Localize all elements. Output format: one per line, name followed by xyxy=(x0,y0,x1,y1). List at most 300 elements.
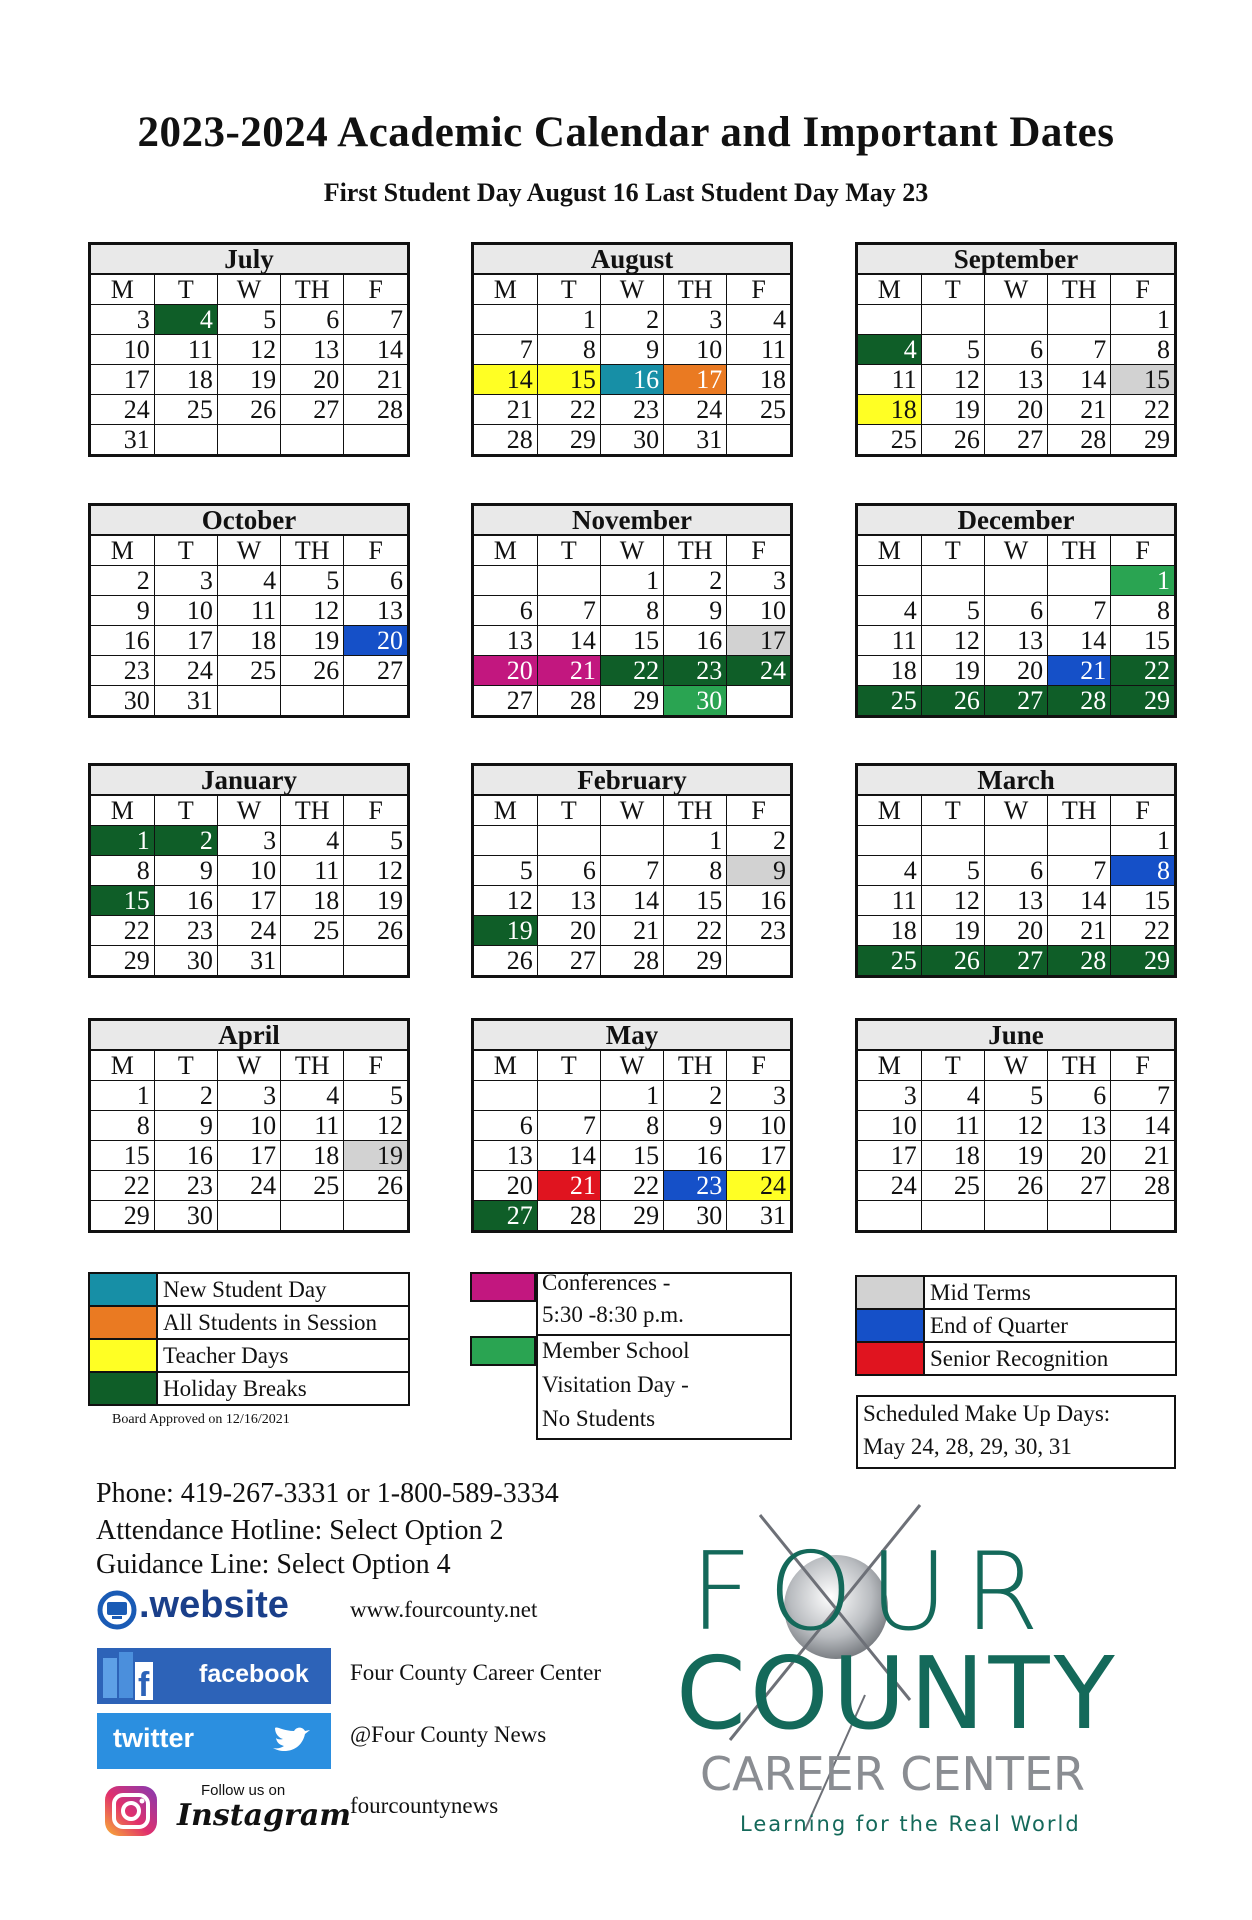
day-cell: 30 xyxy=(154,946,217,976)
day-cell xyxy=(921,305,984,335)
week-row xyxy=(858,1171,1174,1201)
day-cell: 1 xyxy=(664,826,727,856)
day-cell: 5 xyxy=(344,1081,407,1111)
weekday-header: W xyxy=(600,536,663,566)
weekday-header: F xyxy=(344,275,407,305)
weekday-header: M xyxy=(858,1051,921,1081)
week-row xyxy=(858,626,1174,656)
legend-row xyxy=(857,1343,1175,1374)
day-cell: 26 xyxy=(921,425,984,455)
month-december xyxy=(855,503,1177,718)
day-cell: 20 xyxy=(984,395,1047,425)
week-row xyxy=(858,1081,1174,1111)
week-row xyxy=(474,305,790,335)
day-cell xyxy=(537,566,600,596)
weekday-header: T xyxy=(154,1051,217,1081)
page-title: 2023-2024 Academic Calendar and Important Dates xyxy=(137,109,1115,156)
week-row xyxy=(858,656,1174,686)
day-cell: 9 xyxy=(91,596,154,626)
week-row xyxy=(91,1171,407,1201)
twitter-wordmark: twitter xyxy=(113,1723,194,1753)
legend-label: Senior Recognition xyxy=(930,1346,1109,1371)
day-cell: 23 xyxy=(664,1171,727,1201)
day-cell: 25 xyxy=(281,1171,344,1201)
day-cell: 29 xyxy=(1111,686,1174,716)
month-april xyxy=(88,1018,410,1233)
day-cell: 25 xyxy=(727,395,790,425)
weekday-header: TH xyxy=(664,796,727,826)
month-name: June xyxy=(858,1021,1174,1051)
instagram-follow-text: Follow us on xyxy=(201,1782,286,1799)
weekday-header: M xyxy=(91,796,154,826)
day-cell: 3 xyxy=(217,826,280,856)
week-row xyxy=(91,305,407,335)
day-cell: 6 xyxy=(537,856,600,886)
legend-label: Member School xyxy=(542,1338,690,1363)
day-cell: 21 xyxy=(474,395,537,425)
swatch-all-students xyxy=(90,1307,158,1338)
day-cell: 30 xyxy=(664,1201,727,1231)
day-cell: 10 xyxy=(154,596,217,626)
day-cell: 7 xyxy=(1048,856,1111,886)
day-cell: 31 xyxy=(664,425,727,455)
day-cell xyxy=(921,566,984,596)
day-cell: 28 xyxy=(1111,1171,1174,1201)
day-cell: 13 xyxy=(344,596,407,626)
weekday-header: T xyxy=(154,536,217,566)
day-cell: 28 xyxy=(474,425,537,455)
day-cell: 30 xyxy=(664,686,727,716)
month-may xyxy=(471,1018,793,1233)
week-row xyxy=(474,916,790,946)
day-cell: 12 xyxy=(921,365,984,395)
day-cell: 7 xyxy=(600,856,663,886)
legend-marking-periods xyxy=(855,1275,1177,1376)
weekday-header: T xyxy=(154,275,217,305)
month-september xyxy=(855,242,1177,457)
day-cell: 31 xyxy=(217,946,280,976)
day-cell: 29 xyxy=(664,946,727,976)
website-wordmark: .website xyxy=(139,1584,289,1626)
day-cell xyxy=(858,566,921,596)
day-cell: 13 xyxy=(537,886,600,916)
instagram-link[interactable]: fourcountynews xyxy=(350,1793,499,1818)
makeup-title: Scheduled Make Up Days: xyxy=(863,1401,1111,1426)
week-row xyxy=(858,946,1174,976)
weekday-header: T xyxy=(921,1051,984,1081)
day-cell: 13 xyxy=(984,626,1047,656)
weekday-header: TH xyxy=(664,1051,727,1081)
day-cell: 22 xyxy=(1111,656,1174,686)
logo-word-four: FOUR xyxy=(690,1530,1056,1655)
day-cell: 1 xyxy=(91,1081,154,1111)
day-cell: 4 xyxy=(281,1081,344,1111)
day-cell: 29 xyxy=(600,686,663,716)
logo-word-county: COUNTY xyxy=(676,1635,1119,1752)
day-cell: 14 xyxy=(537,626,600,656)
day-cell: 23 xyxy=(664,656,727,686)
day-cell: 19 xyxy=(344,886,407,916)
day-cell: 14 xyxy=(1048,365,1111,395)
day-cell: 26 xyxy=(984,1171,1047,1201)
weekday-header: F xyxy=(727,275,790,305)
day-cell: 14 xyxy=(537,1141,600,1171)
day-cell: 8 xyxy=(664,856,727,886)
day-cell: 10 xyxy=(727,596,790,626)
day-cell: 6 xyxy=(281,305,344,335)
weekday-header: F xyxy=(1111,1051,1174,1081)
day-cell: 15 xyxy=(600,1141,663,1171)
week-row xyxy=(91,946,407,976)
day-cell: 18 xyxy=(858,395,921,425)
month-name: November xyxy=(474,506,790,536)
twitter-link[interactable]: @Four County News xyxy=(350,1722,547,1747)
week-row xyxy=(91,1201,407,1231)
day-cell: 6 xyxy=(984,335,1047,365)
week-row xyxy=(858,596,1174,626)
day-cell: 8 xyxy=(600,1111,663,1141)
month-name: April xyxy=(91,1021,407,1051)
day-cell: 3 xyxy=(727,1081,790,1111)
legend-label: Visitation Day - xyxy=(542,1372,689,1397)
phone-line: Phone: 419-267-3331 or 1-800-589-3334 xyxy=(96,1478,559,1509)
day-cell: 3 xyxy=(217,1081,280,1111)
day-cell: 19 xyxy=(921,395,984,425)
day-cell xyxy=(984,826,1047,856)
day-cell: 2 xyxy=(664,566,727,596)
day-cell: 11 xyxy=(281,1111,344,1141)
day-cell: 25 xyxy=(281,916,344,946)
facebook-logo[interactable] xyxy=(97,1648,331,1704)
day-cell: 15 xyxy=(1111,886,1174,916)
legend-label: 5:30 -8:30 p.m. xyxy=(542,1302,684,1327)
day-cell: 4 xyxy=(727,305,790,335)
twitter-logo[interactable] xyxy=(97,1713,331,1769)
day-cell: 1 xyxy=(1111,566,1174,596)
facebook-icon xyxy=(101,1648,161,1704)
week-row xyxy=(91,1081,407,1111)
legend-label: Mid Terms xyxy=(930,1280,1031,1305)
weekday-header: TH xyxy=(664,536,727,566)
week-row xyxy=(474,395,790,425)
facebook-link[interactable]: Four County Career Center xyxy=(350,1660,602,1685)
swatch-end-quarter xyxy=(857,1310,925,1341)
day-cell: 28 xyxy=(1048,946,1111,976)
week-row xyxy=(858,305,1174,335)
day-cell: 30 xyxy=(154,1201,217,1231)
day-cell xyxy=(858,1201,921,1231)
day-cell: 9 xyxy=(154,856,217,886)
day-cell: 13 xyxy=(474,626,537,656)
day-cell: 24 xyxy=(154,656,217,686)
weekday-header: W xyxy=(217,796,280,826)
day-cell: 23 xyxy=(727,916,790,946)
day-cell: 1 xyxy=(1111,305,1174,335)
day-cell xyxy=(281,1201,344,1231)
day-cell: 11 xyxy=(858,365,921,395)
day-cell: 15 xyxy=(91,1141,154,1171)
day-cell: 17 xyxy=(217,886,280,916)
month-name: July xyxy=(91,245,407,275)
day-cell xyxy=(1048,826,1111,856)
day-cell xyxy=(217,686,280,716)
day-cell: 4 xyxy=(921,1081,984,1111)
day-cell: 24 xyxy=(727,1171,790,1201)
day-cell: 9 xyxy=(154,1111,217,1141)
legend-row xyxy=(90,1274,408,1307)
weekday-header: M xyxy=(858,796,921,826)
day-cell: 1 xyxy=(91,826,154,856)
day-cell: 31 xyxy=(727,1201,790,1231)
week-row xyxy=(91,365,407,395)
day-cell: 18 xyxy=(921,1141,984,1171)
page-subtitle: First Student Day August 16 Last Student Day May 23 xyxy=(323,178,929,207)
day-cell: 12 xyxy=(217,335,280,365)
day-cell xyxy=(727,686,790,716)
weekday-header: TH xyxy=(1048,1051,1111,1081)
day-cell: 16 xyxy=(727,886,790,916)
day-cell: 9 xyxy=(727,856,790,886)
day-cell: 2 xyxy=(91,566,154,596)
day-cell: 17 xyxy=(858,1141,921,1171)
day-cell: 1 xyxy=(537,305,600,335)
day-cell: 6 xyxy=(984,856,1047,886)
month-name: October xyxy=(91,506,407,536)
day-cell: 11 xyxy=(217,596,280,626)
day-cell: 18 xyxy=(858,916,921,946)
weekday-header: M xyxy=(91,275,154,305)
swatch-member-visit xyxy=(470,1336,536,1366)
instagram-logo[interactable] xyxy=(97,1782,351,1840)
day-cell xyxy=(344,1201,407,1231)
day-cell: 11 xyxy=(154,335,217,365)
week-row xyxy=(858,365,1174,395)
weekday-header: W xyxy=(984,275,1047,305)
weekday-header: T xyxy=(537,796,600,826)
week-row xyxy=(858,826,1174,856)
legend-row xyxy=(90,1373,408,1404)
makeup-days-box xyxy=(856,1395,1176,1469)
day-cell: 12 xyxy=(984,1111,1047,1141)
day-cell: 7 xyxy=(1111,1081,1174,1111)
day-cell xyxy=(281,686,344,716)
day-cell: 22 xyxy=(91,1171,154,1201)
website-link[interactable]: www.fourcounty.net xyxy=(350,1597,538,1622)
day-cell: 14 xyxy=(344,335,407,365)
weekday-header: F xyxy=(344,536,407,566)
month-july xyxy=(88,242,410,457)
bird-icon xyxy=(271,1726,311,1756)
day-cell xyxy=(474,305,537,335)
day-cell: 23 xyxy=(154,916,217,946)
month-june xyxy=(855,1018,1177,1233)
weekday-header: W xyxy=(217,536,280,566)
day-cell: 7 xyxy=(344,305,407,335)
day-cell: 27 xyxy=(344,656,407,686)
day-cell: 8 xyxy=(91,856,154,886)
week-row xyxy=(91,395,407,425)
legend-student-days xyxy=(88,1272,410,1406)
day-cell: 9 xyxy=(664,596,727,626)
weekday-header: W xyxy=(984,796,1047,826)
day-cell: 19 xyxy=(281,626,344,656)
day-cell: 19 xyxy=(344,1141,407,1171)
week-row xyxy=(91,656,407,686)
day-cell: 4 xyxy=(858,335,921,365)
guidance-line: Guidance Line: Select Option 4 xyxy=(96,1549,451,1580)
weekday-header: W xyxy=(600,275,663,305)
month-name: December xyxy=(858,506,1174,536)
weekday-header: F xyxy=(727,1051,790,1081)
day-cell: 3 xyxy=(91,305,154,335)
day-cell: 15 xyxy=(664,886,727,916)
day-cell: 27 xyxy=(474,1201,537,1231)
day-cell: 14 xyxy=(1111,1111,1174,1141)
day-cell: 7 xyxy=(537,1111,600,1141)
day-cell: 23 xyxy=(91,656,154,686)
day-cell: 18 xyxy=(858,656,921,686)
day-cell: 6 xyxy=(1048,1081,1111,1111)
day-cell xyxy=(858,305,921,335)
instagram-wordmark: Instagram xyxy=(177,1798,351,1833)
weekday-header: M xyxy=(91,536,154,566)
weekday-header: TH xyxy=(664,275,727,305)
week-row xyxy=(858,395,1174,425)
week-row xyxy=(858,1111,1174,1141)
week-row xyxy=(91,1111,407,1141)
day-cell: 13 xyxy=(281,335,344,365)
week-row xyxy=(858,335,1174,365)
day-cell xyxy=(474,1081,537,1111)
weekday-header: M xyxy=(474,536,537,566)
day-cell: 27 xyxy=(281,395,344,425)
day-cell: 19 xyxy=(474,916,537,946)
day-cell: 27 xyxy=(984,425,1047,455)
day-cell: 20 xyxy=(537,916,600,946)
day-cell: 24 xyxy=(91,395,154,425)
day-cell: 28 xyxy=(600,946,663,976)
day-cell: 25 xyxy=(858,425,921,455)
month-name: August xyxy=(474,245,790,275)
day-cell: 8 xyxy=(91,1111,154,1141)
day-cell: 5 xyxy=(217,305,280,335)
day-cell: 11 xyxy=(727,335,790,365)
day-cell: 13 xyxy=(984,365,1047,395)
makeup-dates: May 24, 28, 29, 30, 31 xyxy=(863,1434,1072,1459)
day-cell xyxy=(281,946,344,976)
weekday-header: F xyxy=(727,796,790,826)
day-cell: 18 xyxy=(154,365,217,395)
weekday-header: T xyxy=(537,275,600,305)
day-cell: 12 xyxy=(344,1111,407,1141)
week-row xyxy=(858,856,1174,886)
day-cell xyxy=(984,1201,1047,1231)
day-cell: 27 xyxy=(1048,1171,1111,1201)
day-cell: 10 xyxy=(727,1111,790,1141)
day-cell xyxy=(600,826,663,856)
day-cell: 11 xyxy=(858,626,921,656)
week-row xyxy=(858,1201,1174,1231)
week-row xyxy=(474,425,790,455)
month-name: September xyxy=(858,245,1174,275)
day-cell: 26 xyxy=(281,656,344,686)
day-cell: 30 xyxy=(91,686,154,716)
day-cell: 17 xyxy=(154,626,217,656)
weekday-header: W xyxy=(600,796,663,826)
day-cell: 31 xyxy=(91,425,154,455)
month-january xyxy=(88,763,410,978)
week-row xyxy=(91,886,407,916)
day-cell: 18 xyxy=(217,626,280,656)
day-cell xyxy=(984,566,1047,596)
day-cell: 17 xyxy=(91,365,154,395)
day-cell: 22 xyxy=(1111,395,1174,425)
week-row xyxy=(474,1171,790,1201)
day-cell: 5 xyxy=(984,1081,1047,1111)
month-february xyxy=(471,763,793,978)
day-cell: 15 xyxy=(1111,626,1174,656)
week-row xyxy=(858,425,1174,455)
day-cell: 21 xyxy=(600,916,663,946)
day-cell: 21 xyxy=(344,365,407,395)
day-cell: 17 xyxy=(217,1141,280,1171)
day-cell: 8 xyxy=(1111,856,1174,886)
day-cell: 15 xyxy=(1111,365,1174,395)
week-row xyxy=(858,886,1174,916)
day-cell: 11 xyxy=(281,856,344,886)
weekday-header: TH xyxy=(281,275,344,305)
legend-label: No Students xyxy=(542,1406,656,1431)
swatch-new-student-day xyxy=(90,1274,158,1305)
day-cell xyxy=(344,686,407,716)
legend-row xyxy=(857,1277,1175,1310)
week-row xyxy=(91,826,407,856)
day-cell xyxy=(474,566,537,596)
week-row xyxy=(858,566,1174,596)
day-cell: 7 xyxy=(537,596,600,626)
day-cell: 21 xyxy=(1048,916,1111,946)
day-cell: 20 xyxy=(1048,1141,1111,1171)
day-cell: 18 xyxy=(281,886,344,916)
day-cell xyxy=(154,425,217,455)
logo-tagline: Learning for the Real World xyxy=(740,1812,1081,1836)
week-row xyxy=(91,686,407,716)
day-cell: 28 xyxy=(537,1201,600,1231)
day-cell: 16 xyxy=(664,1141,727,1171)
day-cell: 19 xyxy=(217,365,280,395)
weekday-header: T xyxy=(921,796,984,826)
day-cell: 5 xyxy=(474,856,537,886)
day-cell xyxy=(727,946,790,976)
day-cell: 21 xyxy=(1048,395,1111,425)
day-cell: 20 xyxy=(984,916,1047,946)
legend-conferences xyxy=(470,1272,792,1440)
website-logo[interactable] xyxy=(97,1582,331,1638)
day-cell: 14 xyxy=(474,365,537,395)
week-row xyxy=(474,686,790,716)
weekday-header: T xyxy=(921,536,984,566)
day-cell: 24 xyxy=(217,1171,280,1201)
month-august xyxy=(471,242,793,457)
day-cell: 5 xyxy=(921,335,984,365)
weekday-header: F xyxy=(344,1051,407,1081)
day-cell: 29 xyxy=(537,425,600,455)
attendance-line: Attendance Hotline: Select Option 2 xyxy=(96,1515,504,1546)
day-cell: 24 xyxy=(858,1171,921,1201)
day-cell: 22 xyxy=(600,1171,663,1201)
day-cell: 21 xyxy=(1111,1141,1174,1171)
day-cell: 10 xyxy=(858,1111,921,1141)
